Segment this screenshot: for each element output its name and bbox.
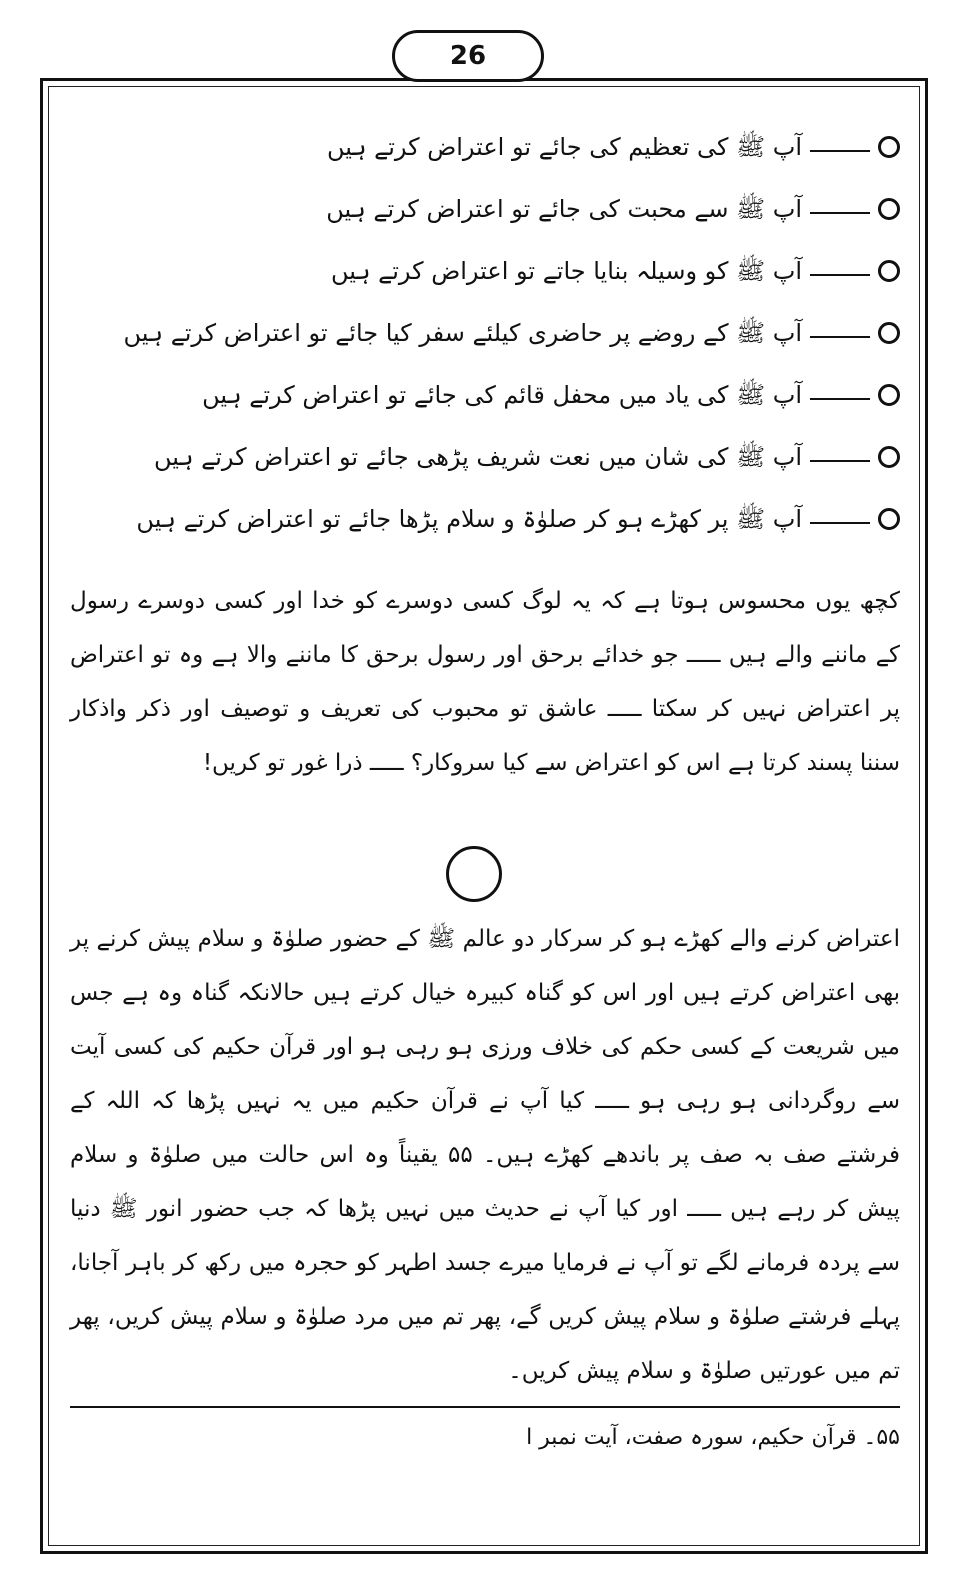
- bullet-item: [70, 364, 900, 426]
- dash-separator: [810, 398, 870, 400]
- bullet-text: آپ ﷺ سے محبت کی جائے تو اعتراض کرتے ہیں: [326, 194, 802, 223]
- bullet-item: [70, 116, 900, 178]
- footnote: ۵۵۔ قرآن حکیم، سورہ صفت، آیت نمبر ا: [526, 1425, 900, 1450]
- bullet-text: آپ ﷺ کی تعظیم کی جائے تو اعتراض کرتے ہیں: [326, 132, 802, 161]
- bullet-circle-icon: [878, 198, 900, 220]
- bullet-item: [70, 302, 900, 364]
- dash-separator: [810, 150, 870, 152]
- bullet-text: آپ ﷺ کی یاد میں محفل قائم کی جائے تو اعتراض کرتے ہیں: [202, 380, 802, 409]
- bullet-text: آپ ﷺ کی شان میں نعت شریف پڑھی جائے تو اعتراض کرتے ہیں: [153, 442, 802, 471]
- bullet-text: آپ ﷺ پر کھڑے ہو کر صلوٰۃ و سلام پڑھا جائے تو اعتراض کرتے ہیں: [136, 504, 802, 533]
- footnote-divider: [70, 1406, 900, 1408]
- bullet-item: [70, 178, 900, 240]
- bullet-item: [70, 240, 900, 302]
- section-separator-circle-icon: [446, 846, 502, 902]
- dash-separator: [810, 212, 870, 214]
- page-number: 26: [392, 30, 544, 82]
- bullet-circle-icon: [878, 260, 900, 282]
- body-paragraph-2: اعتراض کرنے والے کھڑے ہو کر سرکار دو عالم ﷺ کے حضور صلوٰۃ و سلام پیش کرنے پر بھی اعتراض کرتے ہیں اور اس کو گناہ کبیرہ خیال کرتے ہیں حالانکہ گناہ وہ ہے جس میں شریعت کے کسی حکم کی خلاف ورزی ہو رہی ہو اور قرآن حکیم کی کسی آیت سے روگردانی ہو رہی ہو ـــــ کیا آپ نے قرآن حکیم میں یہ نہیں پڑھا کہ اللہ کے فرشتے صف بہ صف پر باندھے کھڑے ہیں۔ ۵۵ یقیناً وہ اس حالت میں صلوٰۃ و سلام پیش کر رہے ہیں ـــــ اور کیا آپ نے حدیث میں نہیں پڑھا کہ جب حضور انور ﷺ دنیا سے پردہ فرمانے لگے تو آپ نے فرمایا میرے جسد اطہر کو حجرہ میں رکھ کر باہر آجانا، پہلے فرشتے صلوٰۃ و سلام پیش کریں گے، پھر تم میں مرد صلوٰۃ و سلام پیش کریں، پھر تم میں عورتیں صلوٰۃ و سلام پیش کریں۔: [70, 926, 901, 1384]
- dash-separator: [810, 460, 870, 462]
- bullet-circle-icon: [878, 384, 900, 406]
- bullet-item: [70, 426, 900, 488]
- bullet-item: [70, 488, 900, 550]
- bullet-circle-icon: [878, 136, 900, 158]
- bullet-circle-icon: [878, 446, 900, 468]
- dash-separator: [810, 274, 870, 276]
- bullet-text: آپ ﷺ کے روضے پر حاضری کیلئے سفر کیا جائے تو اعتراض کرتے ہیں: [123, 318, 802, 347]
- bullet-circle-icon: [878, 508, 900, 530]
- bullet-list: [70, 116, 900, 550]
- bullet-text: آپ ﷺ کو وسیلہ بنایا جاتے تو اعتراض کرتے ہیں: [330, 256, 802, 285]
- bullet-circle-icon: [878, 322, 900, 344]
- body-paragraph-1: کچھ یوں محسوس ہوتا ہے کہ یہ لوگ کسی دوسرے کو خدا اور کسی دوسرے رسول کے ماننے والے ہیں ـــــ جو خدائے برحق اور رسول برحق کا ماننے والا ہے وہ تو اعتراض پر اعتراض نہیں کر سکتا ـــــ عاشق تو محبوب کی تعریف و توصیف اور ذکر واذکار سننا پسند کرتا ہے اس کو اعتراض سے کیا سروکار؟ ـــــ ذرا غور تو کریں!: [70, 588, 900, 776]
- dash-separator: [810, 336, 870, 338]
- dash-separator: [810, 522, 870, 524]
